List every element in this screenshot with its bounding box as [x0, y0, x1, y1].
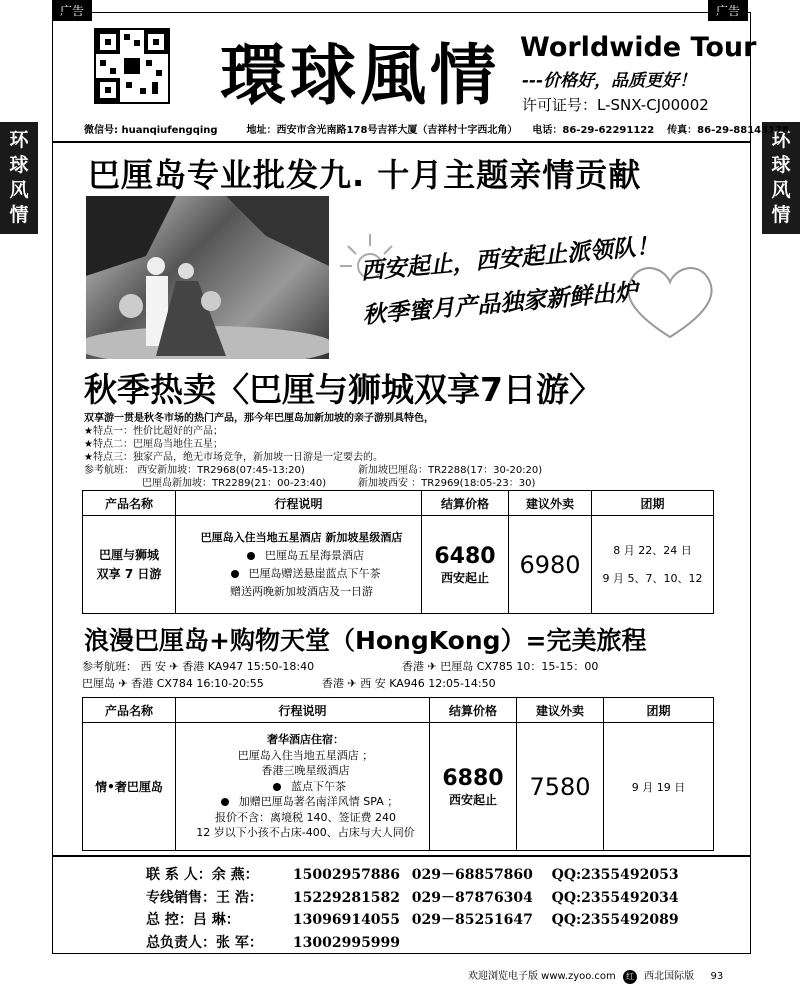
headline-2: 秋季热卖〈巴厘与狮城双享7日游〉 — [84, 370, 602, 409]
bullet-icon — [247, 552, 255, 560]
footer-edition: 西北国际版 — [644, 971, 695, 982]
table-header: 建议外卖 — [517, 698, 604, 723]
price-value: 6880 — [442, 765, 504, 791]
table-header: 行程说明 — [176, 698, 430, 723]
itinerary — [176, 723, 430, 851]
side-tab-char: 情 — [771, 204, 791, 226]
fax: 传真：86-29-88143178 — [667, 125, 789, 136]
side-tab-left — [0, 122, 38, 234]
page-number: 93 — [710, 971, 724, 982]
contact-mobile: 15229281582 — [292, 889, 401, 906]
flight-info: 巴厘岛新加坡：TR2289(21：00-23:40) — [142, 478, 327, 489]
table-header: 产品名称 — [83, 698, 176, 723]
contact-tel: 029－85251647 — [411, 912, 533, 928]
side-tab-char: 风 — [771, 179, 791, 201]
product-name: 情•奢巴厘岛 — [83, 723, 176, 851]
banner-line-2: 秋季蜜月产品独家新鲜出炉 — [361, 278, 639, 329]
settlement-price — [422, 516, 509, 614]
itinerary-line: 巴厘岛入住当地五星酒店 ； — [237, 748, 374, 762]
contacts-divider — [52, 855, 751, 857]
itinerary-item — [182, 547, 421, 565]
suggested-price: 7580 — [517, 723, 604, 851]
ad-label-right: 广告 — [708, 0, 748, 21]
product-name — [83, 516, 176, 614]
product-table-1 — [82, 490, 714, 614]
itinerary-extra: 赠送两晚新加坡酒店及一日游 — [230, 584, 373, 598]
suggested-price: 6980 — [509, 516, 592, 614]
tour-dates: 9 月 19 日 — [604, 723, 714, 851]
banner-line-1: 西安起止，西安起止派领队！ — [359, 232, 660, 285]
table-header: 结算价格 — [422, 491, 509, 516]
contact-row — [146, 932, 679, 955]
itinerary-item — [182, 779, 429, 795]
itinerary — [176, 516, 422, 614]
qr-code-icon — [94, 28, 170, 104]
side-tab-char: 球 — [771, 154, 791, 176]
intro-line: ★特点三：独家产品，绝无市场竞争，新加坡一日游是一定要去的。 — [84, 452, 383, 463]
table-header: 产品名称 — [83, 491, 176, 516]
contact-mobile: 15002957886 — [292, 867, 401, 883]
side-tab-right — [762, 122, 800, 234]
ad-label-left: 广告 — [52, 0, 92, 21]
table-row — [83, 516, 714, 614]
headline-1: 巴厘岛专业批发九. 十月主题亲情贡献 — [88, 156, 642, 194]
itinerary-item-text: 巴厘岛五星海景酒店 — [265, 548, 364, 562]
itinerary-note: 12 岁以下小孩不占床-400、占床与大人同价 — [196, 826, 415, 840]
itinerary-line: 香港三晚星级酒店 — [261, 764, 350, 778]
table-header: 团期 — [592, 491, 714, 516]
contact-qq: QQ:2355492053 — [551, 867, 679, 883]
product-name-line: 巴厘与狮城 — [98, 547, 159, 562]
flight-info: 新加坡西安 ：TR2969(18:05-23：30) — [358, 478, 536, 489]
contact-role: 联 系 人：余 燕： — [146, 867, 259, 883]
flight-info: 香港 ✈ 巴厘岛 CX785 10：15-15：00 — [402, 660, 599, 673]
footer — [468, 967, 723, 984]
flight-info: 西安新加坡：TR2968(07:45-13:20) — [137, 465, 305, 476]
table-row — [83, 723, 714, 851]
contact-row — [146, 887, 679, 910]
flight-label: 参考航班： — [84, 465, 134, 476]
headline-3: 浪漫巴厘岛+购物天堂（HongKong）=完美旅程 — [84, 626, 647, 655]
wechat-id: 微信号: huanqiufengqing — [84, 125, 218, 136]
settlement-price — [430, 723, 517, 851]
flight-info: 西 安 ✈ 香港 KA947 15:50-18:40 — [140, 660, 315, 673]
itinerary-item — [182, 794, 429, 810]
tour-date: 9 月 5、7、10、12 — [602, 571, 703, 585]
side-tab-char: 风 — [9, 179, 29, 201]
intro-line: ★特点二：巴厘岛当地住五星； — [84, 439, 223, 450]
price-note: 西安起止 — [440, 570, 489, 585]
itinerary-item-text: 蓝点下午茶 — [291, 779, 346, 793]
brand-slogan: ---价格好，品质更好！ — [522, 71, 697, 91]
contact-mobile: 13096914055 — [292, 912, 401, 928]
flight-line — [82, 658, 314, 674]
phone: 电话：86-29-62291122 — [532, 125, 655, 136]
contact-role: 专线销售：王 浩： — [146, 889, 263, 906]
product-name-line: 双享 7 日游 — [96, 566, 162, 581]
side-tab-char: 球 — [9, 154, 29, 176]
price-value: 6480 — [434, 543, 496, 569]
header-divider — [52, 141, 751, 143]
address: 地址：西安市含光南路178号吉祥大厦（吉祥村十字西北角） — [246, 125, 518, 136]
side-tab-char: 情 — [9, 204, 29, 226]
price-note: 西安起止 — [448, 792, 497, 807]
contact-row — [146, 864, 679, 887]
itinerary-note: 报价不含：离境税 140、签证费 240 — [215, 810, 396, 824]
side-tab-char: 环 — [9, 129, 29, 151]
footer-logo-icon: 红 — [623, 970, 637, 984]
intro-line: 双享游一贯是秋冬市场的热门产品，那今年巴厘岛加新加坡的亲子游别具特色， — [84, 413, 434, 424]
flight-info: 香港 ✈ 西 安 KA946 12:05-14:50 — [322, 677, 496, 690]
side-tab-char: 环 — [771, 129, 791, 151]
couple-photo — [86, 196, 329, 359]
itinerary-title: 巴厘岛入住当地五星酒店 新加坡星级酒店 — [200, 530, 403, 544]
flight-label: 参考航班： — [82, 660, 137, 673]
bullet-icon — [273, 783, 281, 791]
brand-title: 環球風情 — [220, 36, 500, 114]
header-contact-bar — [84, 121, 789, 136]
contact-qq: QQ:2355492034 — [551, 889, 679, 906]
brand-english: Worldwide Tour — [520, 32, 757, 63]
contact-role: 总 控：吕 琳： — [146, 912, 240, 928]
contact-mobile: 13002995999 — [292, 934, 401, 951]
itinerary-title: 奢华酒店住宿： — [267, 733, 344, 747]
tour-dates — [592, 516, 714, 614]
table-header: 建议外卖 — [509, 491, 592, 516]
product-table-2 — [82, 697, 714, 851]
contact-row — [146, 909, 679, 932]
footer-text: 欢迎浏览电子版 www.zyoo.com — [468, 971, 616, 982]
contact-tel: 029－87876304 — [411, 889, 533, 906]
itinerary-item — [182, 565, 421, 583]
table-header-row — [83, 698, 714, 723]
bullet-icon — [221, 798, 229, 806]
itinerary-item-text: 加赠巴厘岛著名南洋风情 SPA ； — [238, 795, 399, 809]
license-number: 许可证号：L-SNX-CJ00002 — [522, 96, 709, 114]
table-header: 行程说明 — [176, 491, 422, 516]
contact-role: 总负责人：张 军： — [146, 934, 263, 951]
table-header-row — [83, 491, 714, 516]
tour-date: 8 月 22、24 日 — [613, 543, 692, 557]
contact-qq: QQ:2355492089 — [551, 912, 679, 928]
itinerary-item-text: 巴厘岛赠送悬崖蓝点下午茶 — [248, 566, 381, 580]
flight-info: 巴厘岛 ✈ 香港 CX784 16:10-20:55 — [82, 677, 264, 690]
flight-info: 新加坡巴厘岛：TR2288(17：30-20:20) — [358, 465, 543, 476]
table-header: 结算价格 — [430, 698, 517, 723]
bullet-icon — [231, 570, 239, 578]
contact-list — [146, 864, 679, 954]
contact-tel: 029－68857860 — [411, 867, 533, 883]
table-header: 团期 — [604, 698, 714, 723]
intro-line: ★特点一：性价比超好的产品； — [84, 426, 223, 437]
